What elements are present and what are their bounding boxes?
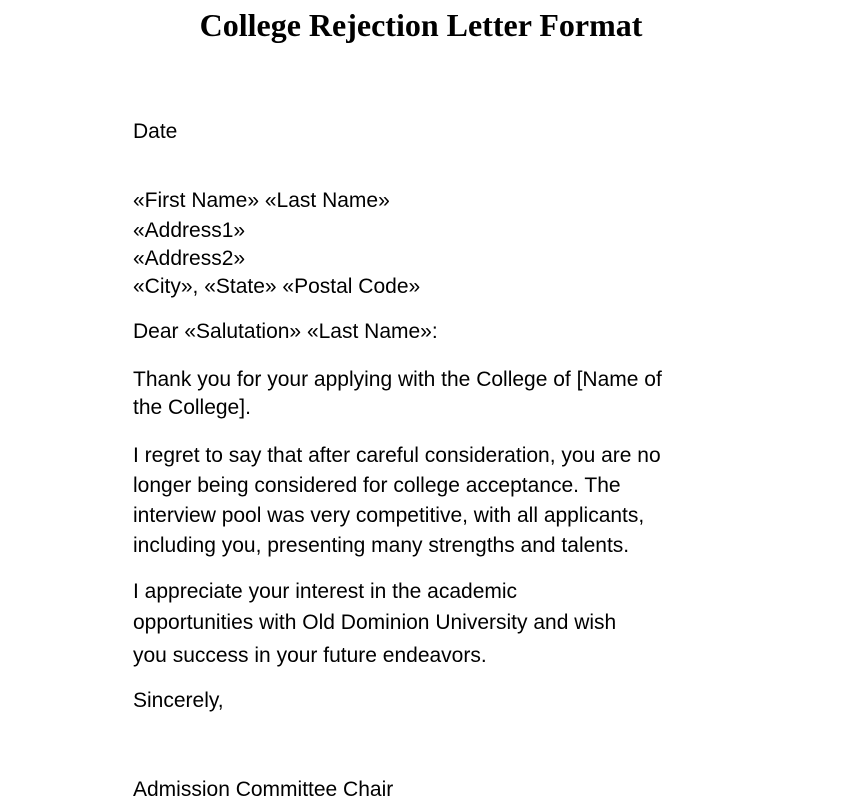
- paragraph-2-line: interview pool was very competitive, with all applicants,: [133, 504, 645, 527]
- salutation: Dear «Salutation» «Last Name»:: [133, 320, 438, 343]
- paragraph-2-line: longer being considered for college acceptance. The: [133, 474, 621, 497]
- paragraph-1-line: Thank you for your applying with the College of [Name of: [133, 368, 662, 391]
- paragraph-2-line: including you, presenting many strengths and talents.: [133, 534, 630, 557]
- recipient-name: «First Name» «Last Name»: [133, 189, 390, 212]
- paragraph-2-line: I regret to say that after careful consideration, you are no: [133, 444, 661, 467]
- paragraph-3-line: I appreciate your interest in the academic: [133, 580, 518, 603]
- closing: Sincerely,: [133, 689, 224, 712]
- document-title: College Rejection Letter Format: [199, 7, 643, 43]
- recipient-address2: «Address2»: [133, 247, 246, 270]
- date-line: Date: [133, 120, 178, 143]
- paragraph-3-line: opportunities with Old Dominion University and wish: [133, 611, 617, 634]
- signature-title: Admission Committee Chair: [133, 778, 394, 801]
- paragraph-3-line: you success in your future endeavors.: [133, 644, 487, 667]
- recipient-address1: «Address1»: [133, 219, 246, 242]
- recipient-city-line: «City», «State» «Postal Code»: [133, 275, 421, 298]
- paragraph-1-line: the College].: [133, 396, 251, 419]
